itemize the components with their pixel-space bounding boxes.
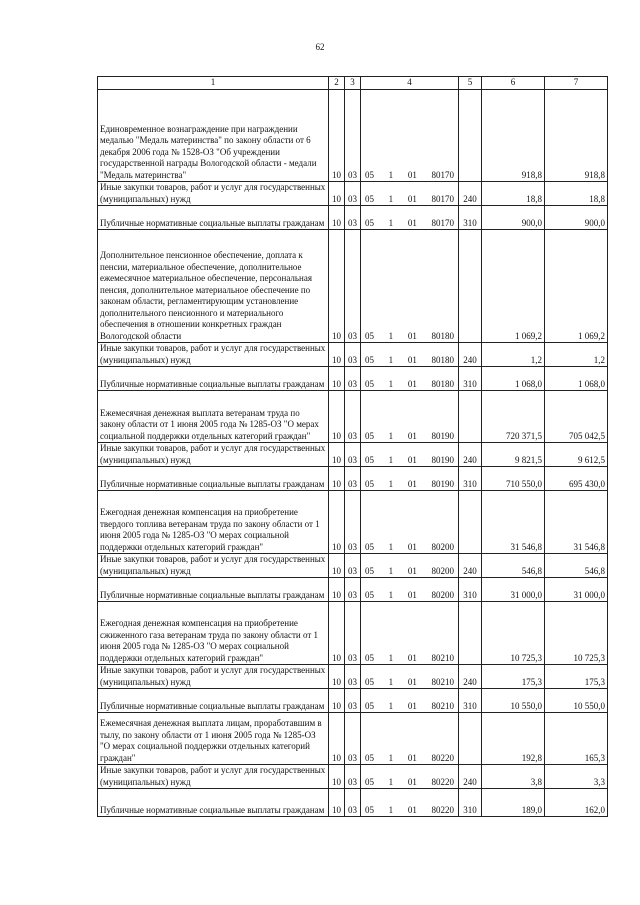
table-row bbox=[98, 443, 608, 467]
amount-year-2: 10 725,3 bbox=[545, 602, 608, 665]
amount-year-1: 192,8 bbox=[482, 713, 545, 765]
amount-year-2: 918,8 bbox=[545, 90, 608, 182]
subsection-code: 03 bbox=[345, 602, 361, 665]
expense-type-code: 310 bbox=[459, 367, 482, 391]
code-part: 1 bbox=[388, 752, 394, 763]
budget-table bbox=[97, 76, 608, 817]
amount-year-1: 918,8 bbox=[482, 90, 545, 182]
amount-year-2: 1 069,2 bbox=[545, 230, 608, 343]
subsection-code: 03 bbox=[345, 665, 361, 689]
amount-year-2: 31 000,0 bbox=[545, 578, 608, 602]
table-body bbox=[98, 77, 608, 817]
target-article-code bbox=[361, 713, 459, 765]
subsection-code: 03 bbox=[345, 367, 361, 391]
expense-type-code: 310 bbox=[459, 578, 482, 602]
expense-type-code bbox=[459, 90, 482, 182]
target-article-code bbox=[361, 230, 459, 343]
row-name: Иные закупки товаров, работ и услуг для государственных (муниципальных) нужд bbox=[98, 343, 329, 367]
code-part: 05 bbox=[365, 454, 374, 465]
code-parts bbox=[361, 355, 458, 367]
code-part: 80190 bbox=[431, 454, 454, 465]
row-name: Дополнительное пенсионное обеспечение, доплата к пенсии, материальное обеспечение, дополнительное ежемесячное материальное обеспечение, персональная пенсия, дополнительное материальное обеспечение по законам области, регламентирующим установление дополнительного пенсионного и материального обеспечения в отношении конкретных граждан Вологодской области bbox=[98, 230, 329, 343]
code-part: 80200 bbox=[431, 541, 454, 552]
row-name: Публичные нормативные социальные выплаты гражданам bbox=[98, 578, 329, 602]
target-article-code bbox=[361, 554, 459, 578]
table-row bbox=[98, 90, 608, 182]
target-article-code bbox=[361, 491, 459, 554]
row-name: Иные закупки товаров, работ и услуг для государственных (муниципальных) нужд bbox=[98, 665, 329, 689]
target-article-code bbox=[361, 90, 459, 182]
code-part: 01 bbox=[407, 330, 417, 341]
code-part: 80180 bbox=[431, 330, 454, 341]
section-code: 10 bbox=[329, 491, 345, 554]
expense-type-code: 310 bbox=[459, 689, 482, 713]
amount-year-2: 10 550,0 bbox=[545, 689, 608, 713]
code-part: 05 bbox=[365, 776, 374, 787]
target-article-code bbox=[361, 689, 459, 713]
code-part: 80200 bbox=[431, 589, 454, 600]
code-part: 01 bbox=[407, 776, 417, 787]
row-name: Ежегодная денежная компенсация на приобретение сжиженного газа ветеранам труда по закону области от 1 июня 2005 года № 1285-ОЗ "О мерах социальной поддержки отдельных категорий граждан" bbox=[98, 602, 329, 665]
expense-type-code: 240 bbox=[459, 554, 482, 578]
row-name: Публичные нормативные социальные выплаты гражданам bbox=[98, 206, 329, 230]
code-parts bbox=[361, 590, 458, 602]
expense-type-code: 240 bbox=[459, 443, 482, 467]
table-row bbox=[98, 602, 608, 665]
code-part: 1 bbox=[388, 541, 394, 552]
code-part: 80210 bbox=[431, 652, 454, 663]
subsection-code: 03 bbox=[345, 713, 361, 765]
code-parts bbox=[361, 566, 458, 578]
table-row bbox=[98, 343, 608, 367]
header-cell: 1 bbox=[98, 77, 329, 90]
table-row bbox=[98, 689, 608, 713]
expense-type-code: 310 bbox=[459, 467, 482, 491]
code-part: 1 bbox=[388, 804, 394, 815]
code-part: 01 bbox=[407, 454, 417, 465]
code-part: 05 bbox=[365, 652, 374, 663]
amount-year-1: 720 371,5 bbox=[482, 391, 545, 443]
code-parts bbox=[361, 805, 458, 817]
amount-year-1: 546,8 bbox=[482, 554, 545, 578]
target-article-code bbox=[361, 367, 459, 391]
code-parts bbox=[361, 431, 458, 443]
table-row bbox=[98, 182, 608, 206]
subsection-code: 03 bbox=[345, 765, 361, 789]
code-part: 1 bbox=[388, 378, 394, 389]
target-article-code bbox=[361, 765, 459, 789]
code-part: 80210 bbox=[431, 700, 454, 711]
code-part: 1 bbox=[388, 478, 394, 489]
table-row bbox=[98, 367, 608, 391]
row-name: Иные закупки товаров, работ и услуг для государственных (муниципальных) нужд bbox=[98, 443, 329, 467]
code-part: 1 bbox=[388, 193, 394, 204]
amount-year-2: 900,0 bbox=[545, 206, 608, 230]
code-part: 80220 bbox=[431, 752, 454, 763]
expense-type-code bbox=[459, 602, 482, 665]
subsection-code: 03 bbox=[345, 343, 361, 367]
amount-year-1: 18,8 bbox=[482, 182, 545, 206]
table-row bbox=[98, 713, 608, 765]
code-part: 05 bbox=[365, 752, 374, 763]
code-parts bbox=[361, 753, 458, 765]
section-code: 10 bbox=[329, 90, 345, 182]
code-part: 80210 bbox=[431, 676, 454, 687]
target-article-code bbox=[361, 443, 459, 467]
code-part: 1 bbox=[388, 430, 394, 441]
table-row bbox=[98, 230, 608, 343]
amount-year-2: 162,0 bbox=[545, 789, 608, 817]
code-part: 80200 bbox=[431, 565, 454, 576]
code-part: 80220 bbox=[431, 776, 454, 787]
code-part: 05 bbox=[365, 430, 374, 441]
amount-year-2: 3,3 bbox=[545, 765, 608, 789]
code-part: 1 bbox=[388, 169, 394, 180]
section-code: 10 bbox=[329, 689, 345, 713]
target-article-code bbox=[361, 602, 459, 665]
amount-year-2: 175,3 bbox=[545, 665, 608, 689]
table-row bbox=[98, 491, 608, 554]
header-row bbox=[98, 77, 608, 90]
row-name: Публичные нормативные социальные выплаты гражданам bbox=[98, 367, 329, 391]
row-name: Ежемесячная денежная выплата лицам, проработавшим в тылу, по закону области от 1 июня 2005 года № 1285-ОЗ "О мерах социальной поддержки отдельных категорий граждан" bbox=[98, 713, 329, 765]
section-code: 10 bbox=[329, 206, 345, 230]
amount-year-2: 695 430,0 bbox=[545, 467, 608, 491]
code-part: 1 bbox=[388, 652, 394, 663]
section-code: 10 bbox=[329, 343, 345, 367]
subsection-code: 03 bbox=[345, 182, 361, 206]
code-parts bbox=[361, 542, 458, 554]
code-part: 1 bbox=[388, 700, 394, 711]
code-part: 05 bbox=[365, 354, 374, 365]
code-parts bbox=[361, 701, 458, 713]
table-row bbox=[98, 578, 608, 602]
target-article-code bbox=[361, 467, 459, 491]
code-part: 05 bbox=[365, 169, 374, 180]
amount-year-2: 31 546,8 bbox=[545, 491, 608, 554]
amount-year-1: 1 069,2 bbox=[482, 230, 545, 343]
code-part: 1 bbox=[388, 776, 394, 787]
table-row bbox=[98, 789, 608, 817]
section-code: 10 bbox=[329, 665, 345, 689]
code-part: 05 bbox=[365, 217, 374, 228]
code-part: 1 bbox=[388, 589, 394, 600]
subsection-code: 03 bbox=[345, 90, 361, 182]
code-part: 80170 bbox=[431, 193, 454, 204]
header-cell: 4 bbox=[361, 77, 459, 90]
amount-year-1: 9 821,5 bbox=[482, 443, 545, 467]
code-part: 80190 bbox=[431, 478, 454, 489]
section-code: 10 bbox=[329, 182, 345, 206]
code-part: 1 bbox=[388, 454, 394, 465]
subsection-code: 03 bbox=[345, 554, 361, 578]
table-row bbox=[98, 467, 608, 491]
code-part: 05 bbox=[365, 676, 374, 687]
subsection-code: 03 bbox=[345, 689, 361, 713]
section-code: 10 bbox=[329, 789, 345, 817]
expense-type-code: 240 bbox=[459, 343, 482, 367]
code-part: 01 bbox=[407, 652, 417, 663]
code-parts bbox=[361, 677, 458, 689]
code-part: 80170 bbox=[431, 169, 454, 180]
amount-year-1: 900,0 bbox=[482, 206, 545, 230]
amount-year-1: 189,0 bbox=[482, 789, 545, 817]
code-part: 05 bbox=[365, 541, 374, 552]
row-name: Публичные нормативные социальные выплаты гражданам bbox=[98, 789, 329, 817]
subsection-code: 03 bbox=[345, 443, 361, 467]
code-part: 01 bbox=[407, 804, 417, 815]
code-part: 05 bbox=[365, 700, 374, 711]
code-part: 80180 bbox=[431, 378, 454, 389]
amount-year-2: 1,2 bbox=[545, 343, 608, 367]
code-part: 01 bbox=[407, 378, 417, 389]
code-part: 01 bbox=[407, 676, 417, 687]
code-part: 1 bbox=[388, 217, 394, 228]
code-parts bbox=[361, 218, 458, 230]
expense-type-code: 240 bbox=[459, 765, 482, 789]
code-part: 01 bbox=[407, 169, 417, 180]
amount-year-2: 165,3 bbox=[545, 713, 608, 765]
target-article-code bbox=[361, 789, 459, 817]
table-row bbox=[98, 391, 608, 443]
subsection-code: 03 bbox=[345, 206, 361, 230]
code-part: 1 bbox=[388, 676, 394, 687]
table-row bbox=[98, 765, 608, 789]
section-code: 10 bbox=[329, 554, 345, 578]
code-part: 05 bbox=[365, 378, 374, 389]
code-part: 05 bbox=[365, 804, 374, 815]
section-code: 10 bbox=[329, 578, 345, 602]
row-name: Ежемесячная денежная выплата ветеранам труда по закону области от 1 июня 2005 года № 1285-ОЗ "О мерах социальной поддержки отдельных категорий граждан" bbox=[98, 391, 329, 443]
header-cell: 3 bbox=[345, 77, 361, 90]
page-number: 62 bbox=[315, 42, 325, 52]
amount-year-1: 10 725,3 bbox=[482, 602, 545, 665]
expense-type-code: 240 bbox=[459, 182, 482, 206]
code-part: 01 bbox=[407, 565, 417, 576]
code-parts bbox=[361, 379, 458, 391]
table-row bbox=[98, 554, 608, 578]
code-part: 01 bbox=[407, 217, 417, 228]
table-row bbox=[98, 665, 608, 689]
target-article-code bbox=[361, 578, 459, 602]
section-code: 10 bbox=[329, 367, 345, 391]
amount-year-1: 31 546,8 bbox=[482, 491, 545, 554]
code-part: 80170 bbox=[431, 217, 454, 228]
target-article-code bbox=[361, 206, 459, 230]
row-name: Иные закупки товаров, работ и услуг для государственных (муниципальных) нужд bbox=[98, 182, 329, 206]
expense-type-code: 310 bbox=[459, 206, 482, 230]
code-part: 01 bbox=[407, 193, 417, 204]
section-code: 10 bbox=[329, 443, 345, 467]
code-parts bbox=[361, 653, 458, 665]
code-parts bbox=[361, 455, 458, 467]
code-part: 01 bbox=[407, 354, 417, 365]
amount-year-1: 175,3 bbox=[482, 665, 545, 689]
expense-type-code bbox=[459, 713, 482, 765]
target-article-code bbox=[361, 343, 459, 367]
code-parts bbox=[361, 194, 458, 206]
code-part: 01 bbox=[407, 700, 417, 711]
subsection-code: 03 bbox=[345, 467, 361, 491]
code-part: 01 bbox=[407, 752, 417, 763]
subsection-code: 03 bbox=[345, 230, 361, 343]
code-part: 1 bbox=[388, 330, 394, 341]
code-part: 01 bbox=[407, 430, 417, 441]
target-article-code bbox=[361, 391, 459, 443]
amount-year-1: 710 550,0 bbox=[482, 467, 545, 491]
code-parts bbox=[361, 777, 458, 789]
code-part: 1 bbox=[388, 565, 394, 576]
amount-year-2: 9 612,5 bbox=[545, 443, 608, 467]
amount-year-2: 18,8 bbox=[545, 182, 608, 206]
expense-type-code bbox=[459, 391, 482, 443]
code-part: 05 bbox=[365, 589, 374, 600]
code-part: 01 bbox=[407, 589, 417, 600]
section-code: 10 bbox=[329, 602, 345, 665]
amount-year-2: 546,8 bbox=[545, 554, 608, 578]
expense-type-code bbox=[459, 491, 482, 554]
amount-year-2: 1 068,0 bbox=[545, 367, 608, 391]
section-code: 10 bbox=[329, 765, 345, 789]
code-part: 1 bbox=[388, 354, 394, 365]
code-part: 05 bbox=[365, 330, 374, 341]
amount-year-1: 1 068,0 bbox=[482, 367, 545, 391]
header-cell: 6 bbox=[482, 77, 545, 90]
code-part: 01 bbox=[407, 541, 417, 552]
code-part: 05 bbox=[365, 565, 374, 576]
code-parts bbox=[361, 170, 458, 182]
code-part: 80190 bbox=[431, 430, 454, 441]
amount-year-1: 31 000,0 bbox=[482, 578, 545, 602]
row-name: Публичные нормативные социальные выплаты гражданам bbox=[98, 689, 329, 713]
section-code: 10 bbox=[329, 230, 345, 343]
header-cell: 5 bbox=[459, 77, 482, 90]
row-name: Иные закупки товаров, работ и услуг для государственных (муниципальных) нужд bbox=[98, 765, 329, 789]
expense-type-code: 310 bbox=[459, 789, 482, 817]
subsection-code: 03 bbox=[345, 789, 361, 817]
section-code: 10 bbox=[329, 713, 345, 765]
target-article-code bbox=[361, 182, 459, 206]
subsection-code: 03 bbox=[345, 391, 361, 443]
table-row bbox=[98, 206, 608, 230]
code-part: 05 bbox=[365, 193, 374, 204]
target-article-code bbox=[361, 665, 459, 689]
header-cell: 2 bbox=[329, 77, 345, 90]
code-part: 80220 bbox=[431, 804, 454, 815]
subsection-code: 03 bbox=[345, 578, 361, 602]
row-name: Ежегодная денежная компенсация на приобретение твердого топлива ветеранам труда по закону области от 1 июня 2005 года № 1285-ОЗ "О мерах социальной поддержки отдельных категорий граждан" bbox=[98, 491, 329, 554]
subsection-code: 03 bbox=[345, 491, 361, 554]
row-name: Иные закупки товаров, работ и услуг для государственных (муниципальных) нужд bbox=[98, 554, 329, 578]
row-name: Единовременное вознаграждение при награждении медалью "Медаль материнства" по закону области от 6 декабря 2006 года № 1528-ОЗ "Об учреждении государственной награды Вологодской области - медали "Медаль материнства" bbox=[98, 90, 329, 182]
amount-year-1: 1,2 bbox=[482, 343, 545, 367]
row-name: Публичные нормативные социальные выплаты гражданам bbox=[98, 467, 329, 491]
code-parts bbox=[361, 479, 458, 491]
amount-year-1: 10 550,0 bbox=[482, 689, 545, 713]
code-part: 01 bbox=[407, 478, 417, 489]
amount-year-1: 3,8 bbox=[482, 765, 545, 789]
section-code: 10 bbox=[329, 467, 345, 491]
header-cell: 7 bbox=[545, 77, 608, 90]
amount-year-2: 705 042,5 bbox=[545, 391, 608, 443]
section-code: 10 bbox=[329, 391, 345, 443]
code-part: 80180 bbox=[431, 354, 454, 365]
expense-type-code: 240 bbox=[459, 665, 482, 689]
expense-type-code bbox=[459, 230, 482, 343]
code-part: 05 bbox=[365, 478, 374, 489]
code-parts bbox=[361, 331, 458, 343]
